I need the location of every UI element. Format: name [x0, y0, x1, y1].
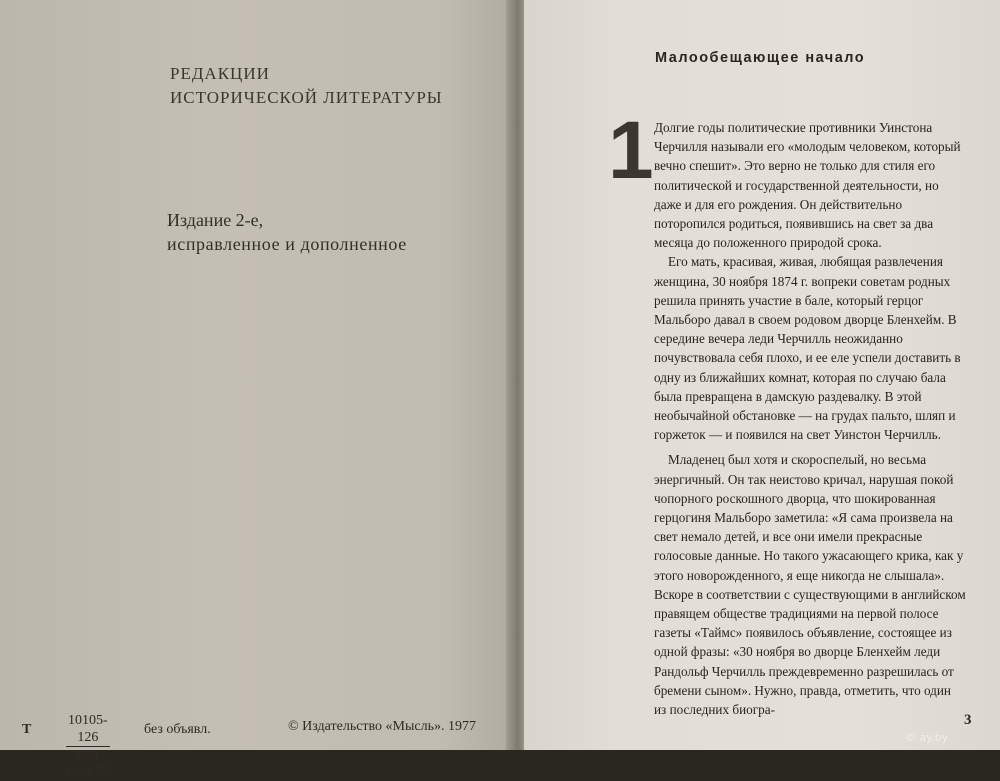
paragraph: Младенец был хотя и скороспелый, но весьма энергичный. Он так неистово кричал, нарушая покой чопорного роскошного дворца, что шокированная герцогиня Мальборо заметила: «Я сама произвела на свет немало детей, и все они имели прекрасные голосовые данные. Но такого ужасающего крика, как у этого новорожденного, я еще никогда не слышала». Вскоре в соответствии с существующими в английском правящем обществе традициями на первой полосе газеты «Таймс» появилось объявление, состоящее из одной фразы: «30 ноября во дворце Бленхейм леди Рандольф Черчилль преждевременно разрешилась от бремени сыном». Нужно, правда, отметить, что один из последних биогра-: [654, 452, 966, 718]
left-page: [0, 0, 520, 750]
edition-note: [167, 208, 407, 256]
chapter-title: Малообещающее начало: [655, 50, 866, 66]
edition-line: исправленное и дополненное: [167, 234, 407, 254]
imprint-fraction: [66, 712, 110, 781]
chapter-body: [654, 118, 966, 719]
imprint-note: без объявл.: [144, 722, 211, 737]
imprint-denominator: 004 (01)-77: [66, 748, 109, 780]
editorial-line: ИСТОРИЧЕСКОЙ ЛИТЕРАТУРЫ: [170, 88, 443, 107]
paragraph: Долгие годы политические противники Уинстона Черчилля называли его «молодым человеком, который вечно спешит». Это верно не только для стиля его политической и государственной деятельности, но даже и для его рождения. Он действительно поторопился родиться, появившись на свет за два месяца до положенного природой срока.: [654, 120, 961, 251]
editorial-heading: [170, 62, 443, 110]
chapter-number: 1: [608, 105, 654, 196]
paragraph: Его мать, красивая, живая, любящая развлечения женщина, 30 ноября 1874 г. вопреки советам родных решила принять участие в бале, который герцог Мальборо давал в своем родовом дворце Бленхейм. В середине вечера леди Черчилль неожиданно почувствовала себя плохо, и ее еле успели доставить в одну из ближайших комнат, которая по случаю бала была превращена в дамскую раздевалку. В этой необычайной обстановке — на грудах пальто, шляп и горжеток — и появился на свет Уинстон Черчилль.: [654, 254, 961, 443]
imprint-letter: Т: [22, 722, 32, 737]
edition-line: Издание 2-е,: [167, 210, 264, 230]
watermark: © ay.by: [905, 731, 949, 744]
copyright-line: © Издательство «Мысль». 1977: [288, 719, 476, 734]
imprint-numerator: 10105-126: [68, 713, 108, 745]
page-number: 3: [964, 712, 972, 728]
editorial-line: РЕДАКЦИИ: [170, 64, 270, 83]
